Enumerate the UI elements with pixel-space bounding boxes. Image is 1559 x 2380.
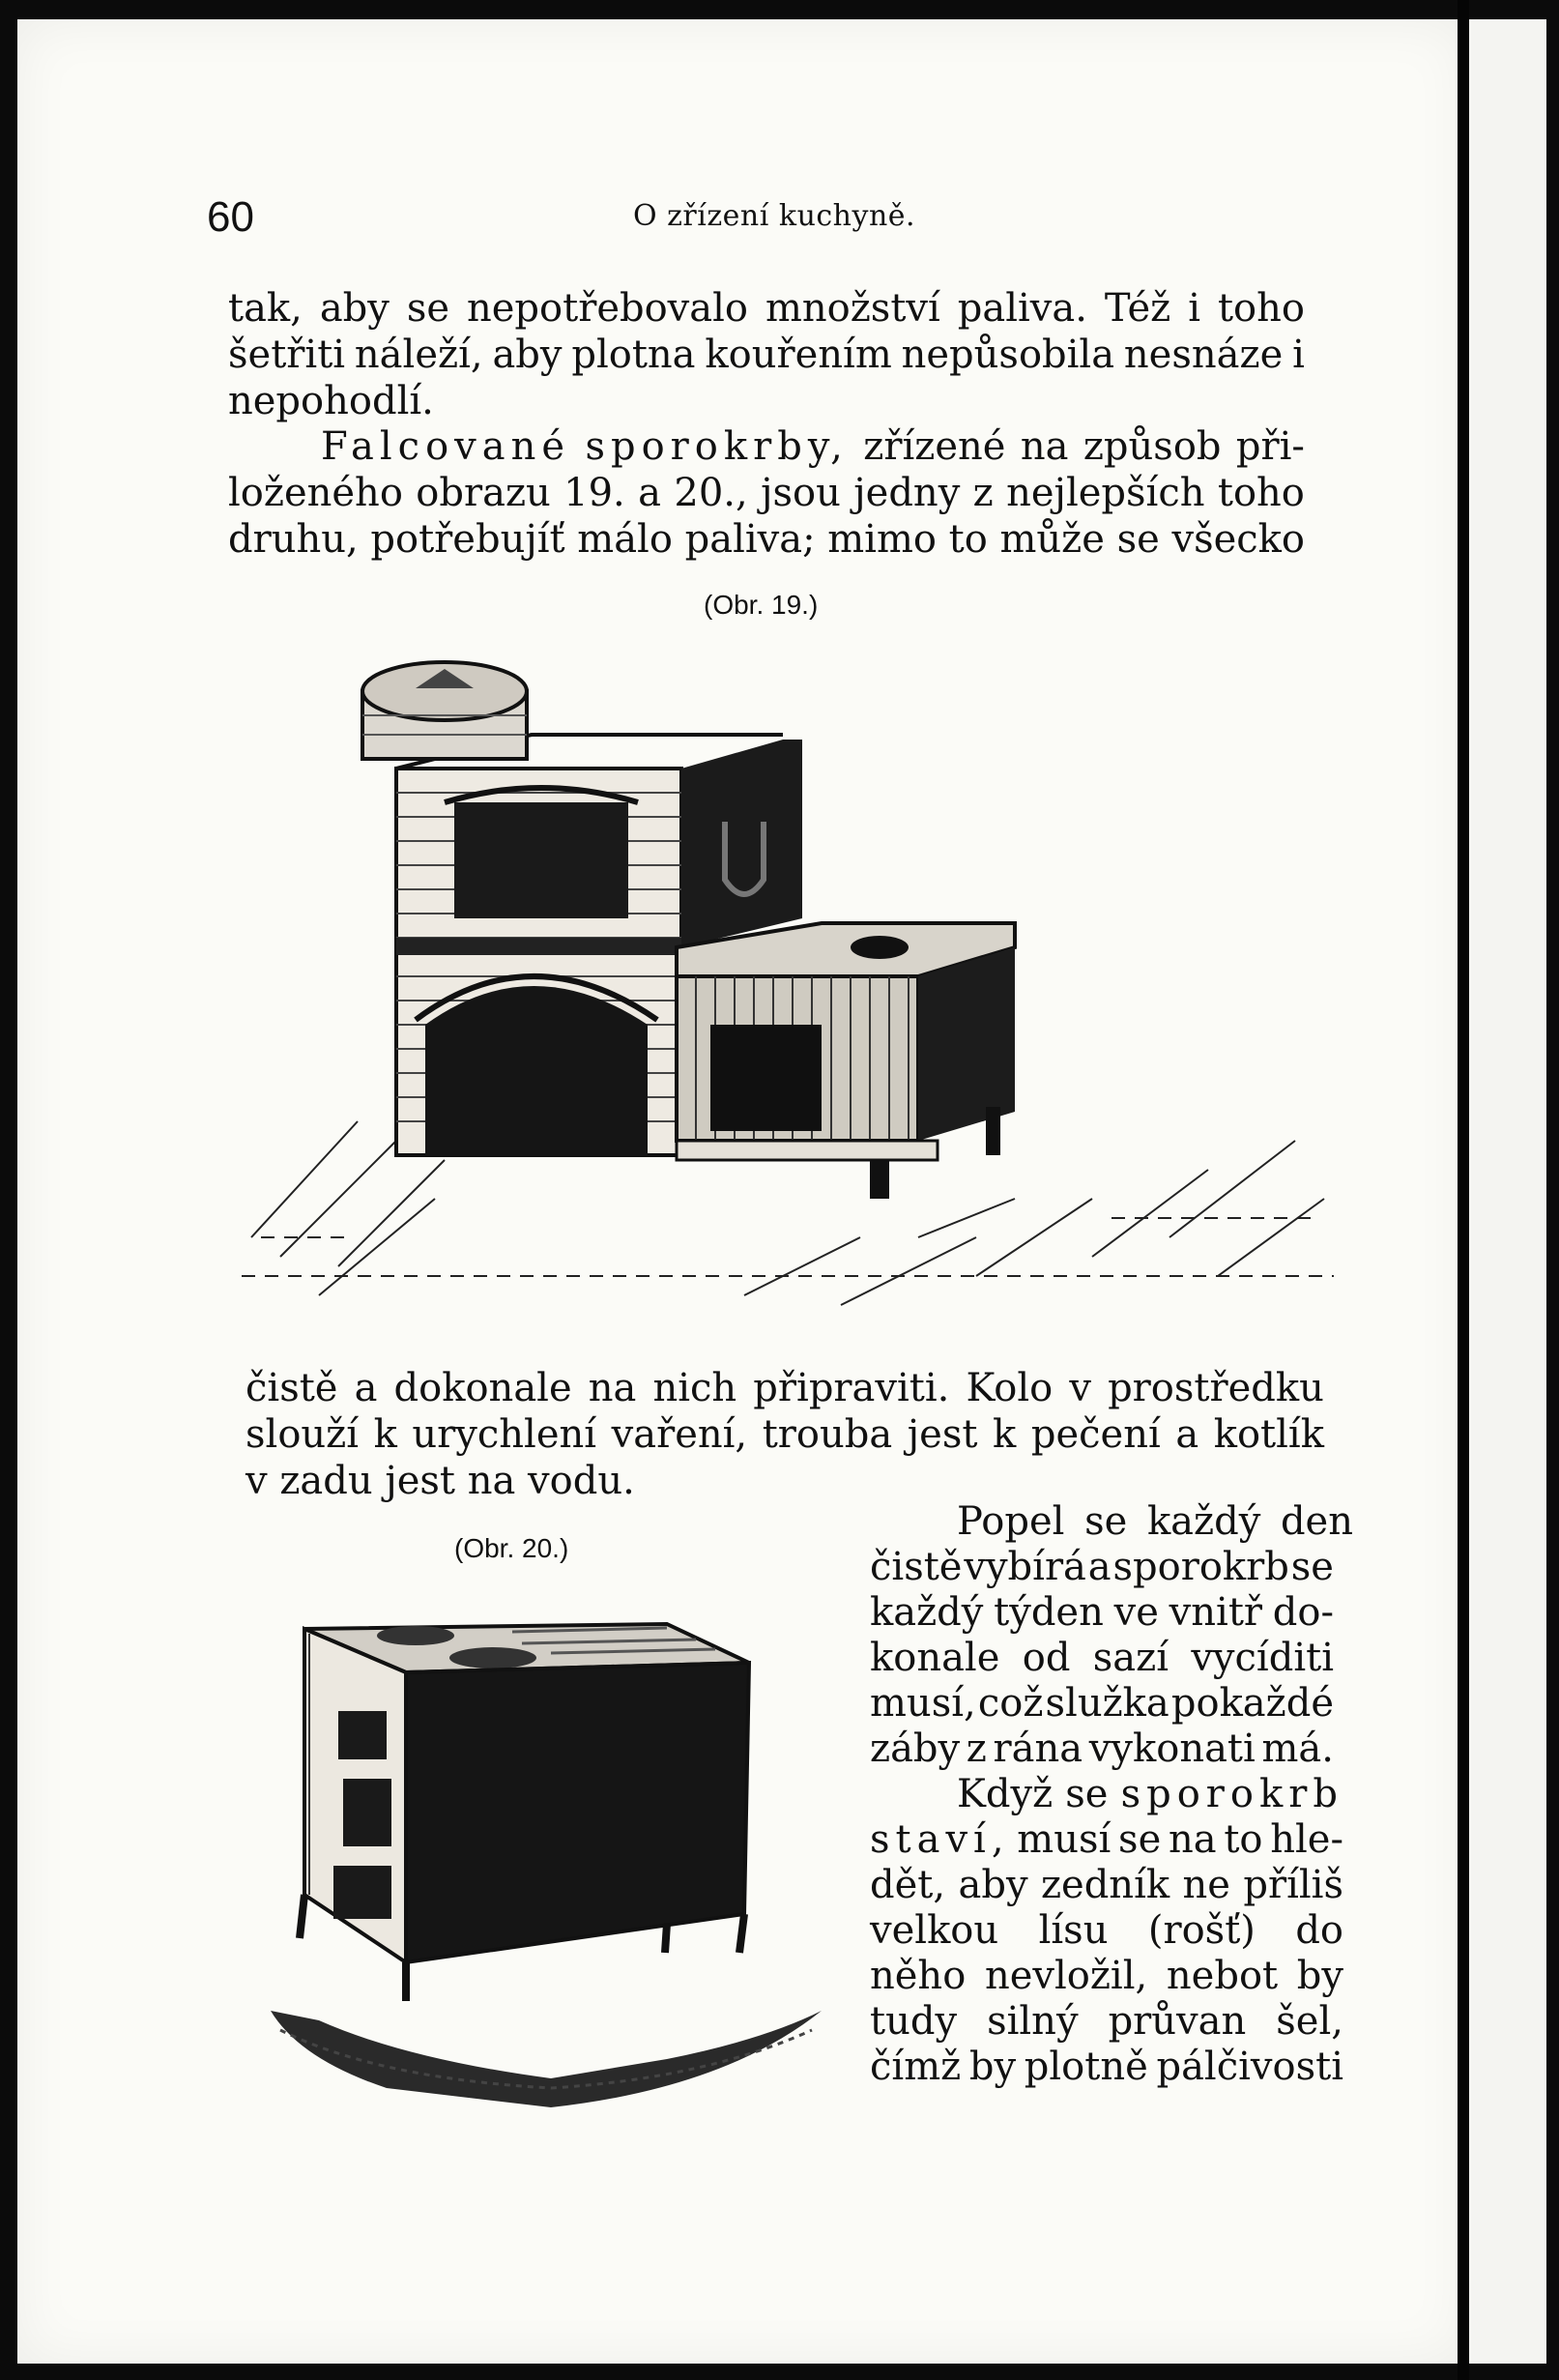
word: tudy: [870, 1999, 958, 2044]
text-line: [228, 332, 1305, 378]
word: musí,: [870, 1681, 976, 1726]
word: nich: [652, 1366, 737, 1410]
text-line: [870, 1816, 1343, 1863]
word: jest: [907, 1412, 978, 1457]
word: do-: [1272, 1590, 1334, 1635]
text-line: [245, 1458, 635, 1504]
scan-gutter: [1458, 0, 1469, 2380]
word: loženého: [228, 471, 403, 515]
scan-border-right: [1546, 19, 1559, 2364]
word: v zadu jest na vodu.: [245, 1459, 635, 1503]
word: k: [993, 1412, 1017, 1457]
word: na: [588, 1366, 637, 1410]
word: hle-: [1270, 1817, 1343, 1862]
word: může: [999, 517, 1105, 562]
text-line: [870, 1862, 1343, 1908]
word: obrazu: [416, 471, 551, 515]
word: Kolo: [966, 1366, 1054, 1410]
word: do: [1295, 1908, 1343, 1953]
word: mimo: [827, 517, 937, 562]
word: rána: [993, 1727, 1083, 1771]
text-line: [245, 1411, 1324, 1458]
word: slouží: [245, 1412, 360, 1457]
text-line: [228, 470, 1305, 516]
text-line: [957, 1771, 1343, 1817]
figure-19-illustration: [242, 657, 1353, 1315]
text-line: [228, 285, 1305, 332]
word: plotna: [571, 333, 696, 377]
iron-stove: [300, 1624, 749, 2001]
word: i: [1292, 333, 1305, 377]
text-line: [228, 516, 1305, 563]
word: 19.: [563, 471, 625, 515]
word: i: [1188, 286, 1200, 331]
cooking-stove: [677, 923, 1015, 1199]
word: (rošť): [1147, 1908, 1256, 1953]
word: při-: [1235, 424, 1305, 469]
word: připraviti.: [753, 1366, 950, 1410]
word: vycíditi: [1191, 1636, 1334, 1680]
word: kouřením: [705, 333, 892, 377]
word: průvan: [1108, 1999, 1247, 2044]
word: služka: [1045, 1681, 1169, 1726]
text-line: [870, 2044, 1343, 2090]
word: pálčivosti: [1156, 2045, 1343, 2089]
text-line: [870, 1589, 1334, 1636]
brick-hearth: [396, 769, 686, 1155]
word: 20.,: [674, 471, 748, 515]
word: to: [948, 517, 988, 562]
word: a: [354, 1366, 378, 1410]
word: sazí: [1092, 1636, 1169, 1680]
word: a: [1087, 1545, 1112, 1589]
word: velkou: [870, 1908, 999, 1953]
text-line: [870, 1953, 1343, 1999]
text-line: [870, 1544, 1334, 1590]
word: se: [1118, 1817, 1162, 1862]
word: týden: [994, 1590, 1104, 1635]
word: náleží,: [354, 333, 483, 377]
word: sporokrb: [1120, 1772, 1343, 1816]
word: k: [373, 1412, 397, 1457]
word: čistě: [245, 1366, 338, 1410]
word: toho: [1217, 286, 1305, 331]
word: urychlení: [412, 1412, 597, 1457]
word: prostředku: [1108, 1366, 1324, 1410]
word: by: [1296, 1954, 1343, 1998]
word: vybírá: [964, 1545, 1086, 1589]
word: sporokrby,: [585, 424, 849, 469]
word: se: [1084, 1499, 1128, 1544]
running-head: O zřízení kuchyně.: [633, 199, 916, 233]
word: dokonale: [393, 1366, 572, 1410]
word: čistě: [870, 1545, 963, 1589]
word: paliva.: [957, 286, 1087, 331]
word: jedny: [853, 471, 961, 515]
word: nesnáze: [1123, 333, 1284, 377]
word: nejlepších: [1006, 471, 1205, 515]
word: což: [977, 1681, 1044, 1726]
word: způsob: [1083, 424, 1222, 469]
text-line: [870, 1726, 1334, 1772]
word: zedník: [1040, 1863, 1170, 1907]
word: nevložil,: [984, 1954, 1148, 1998]
word: pokaždé: [1170, 1681, 1334, 1726]
word: den: [1280, 1499, 1353, 1544]
word: Též: [1104, 286, 1171, 331]
word: by: [968, 2045, 1017, 2089]
word: aby: [492, 333, 563, 377]
word: silný: [987, 1999, 1079, 2044]
word: dět,: [870, 1863, 946, 1907]
word: druhu,: [228, 517, 359, 562]
word: vnitř: [1169, 1590, 1263, 1635]
word: šetřiti: [228, 333, 346, 377]
word: tak,: [228, 286, 303, 331]
word: Popel: [957, 1499, 1065, 1544]
word: plotně: [1024, 2045, 1148, 2089]
text-line: [870, 1998, 1343, 2045]
water-kettle: [362, 662, 527, 759]
text-line: [870, 1680, 1334, 1727]
word: nebot: [1166, 1954, 1279, 1998]
word: ne: [1182, 1863, 1230, 1907]
word: každý: [1146, 1499, 1261, 1544]
word: každý: [870, 1590, 984, 1635]
word: potřebujíť: [370, 517, 565, 562]
text-line: [870, 1635, 1334, 1681]
word: málo: [577, 517, 673, 562]
figure-20-illustration: [261, 1605, 841, 2127]
word: jsou: [761, 471, 841, 515]
word: pečení: [1030, 1412, 1161, 1457]
word: ve: [1113, 1590, 1159, 1635]
word: čímž: [870, 2045, 962, 2089]
figure-19-caption: (Obr. 19.): [704, 590, 819, 620]
word: to: [1224, 1817, 1263, 1862]
word: z: [972, 471, 994, 515]
word: se: [406, 286, 450, 331]
word: vaření,: [611, 1412, 748, 1457]
word: a: [1175, 1412, 1199, 1457]
word: aby: [958, 1863, 1028, 1907]
floor-shadow: [271, 2011, 822, 2107]
word: něho: [870, 1954, 967, 1998]
word: šel,: [1276, 1999, 1343, 2044]
word: lísu: [1038, 1908, 1109, 1953]
word: v: [1069, 1366, 1091, 1410]
figure-20-caption: (Obr. 20.): [454, 1533, 569, 1563]
word: z: [966, 1727, 987, 1771]
word: nepůsobila: [901, 333, 1115, 377]
word: paliva;: [684, 517, 816, 562]
text-line: [245, 1365, 1324, 1411]
word: Falcované: [321, 424, 571, 469]
word: Když: [957, 1772, 1054, 1816]
word: staví,: [870, 1817, 1010, 1862]
word: musí: [1017, 1817, 1112, 1862]
word: příliš: [1243, 1863, 1343, 1907]
word: záby: [870, 1727, 961, 1771]
word: zřízené: [863, 424, 1006, 469]
word: sporokrb: [1112, 1545, 1289, 1589]
word: od: [1022, 1636, 1071, 1680]
word: a: [638, 471, 662, 515]
text-line: [870, 1907, 1343, 1954]
word: toho: [1217, 471, 1305, 515]
word: má.: [1261, 1727, 1334, 1771]
word: se: [1290, 1545, 1334, 1589]
text-line: [321, 423, 1305, 470]
page-number: 60: [207, 193, 254, 241]
word: všecko: [1171, 517, 1305, 562]
word: konale: [870, 1636, 1000, 1680]
word: kotlík: [1213, 1412, 1324, 1457]
word: se: [1116, 517, 1160, 562]
text-line: [228, 378, 434, 424]
word: na: [1168, 1817, 1217, 1862]
word: vykonati: [1088, 1727, 1256, 1771]
word: množství: [765, 286, 940, 331]
word: nepotřebovalo: [467, 286, 748, 331]
text-line: [957, 1498, 1353, 1545]
word: se: [1065, 1772, 1109, 1816]
word: na: [1020, 424, 1069, 469]
word: aby: [319, 286, 390, 331]
word: trouba: [762, 1412, 893, 1457]
word: nepohodlí.: [228, 379, 434, 423]
